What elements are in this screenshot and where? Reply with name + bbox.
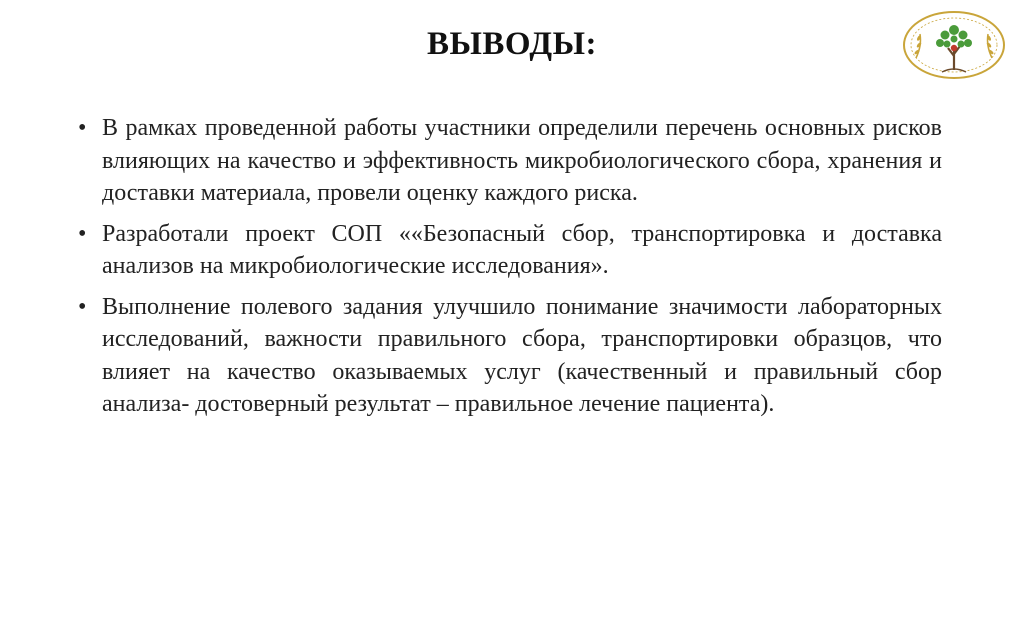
list-item (78, 218, 942, 283)
conclusions-list (78, 112, 942, 429)
bullet-icon: • (78, 115, 87, 141)
bullet-text: Разработали проект СОП ««Безопасный сбор, транспортировка и доставка анализов на микробиологические исследования». (102, 220, 942, 279)
bullet-text: Выполнение полевого задания улучшило понимание значимости лабораторных исследований, важности правильного сбора, транспортировки образцов, что влияет на качество оказываемых услуг (качественный и правильный сбор анализа- достоверный результат – правильное лечение пациента). (102, 293, 942, 417)
tree-emblem-icon (898, 8, 1010, 82)
organization-logo (898, 8, 1010, 82)
bullet-icon: • (78, 293, 87, 320)
bullet-icon: • (78, 220, 87, 247)
bullet-text: В рамках проведенной работы участники определили перечень основных рисков влияющих на качество и эффективность микробиологического сбора, хранения и доставки материала, провели оценку каждого риска. (102, 115, 942, 206)
list-item (78, 291, 942, 421)
list-item (78, 112, 942, 210)
slide-title: ВЫВОДЫ: (426, 26, 598, 62)
